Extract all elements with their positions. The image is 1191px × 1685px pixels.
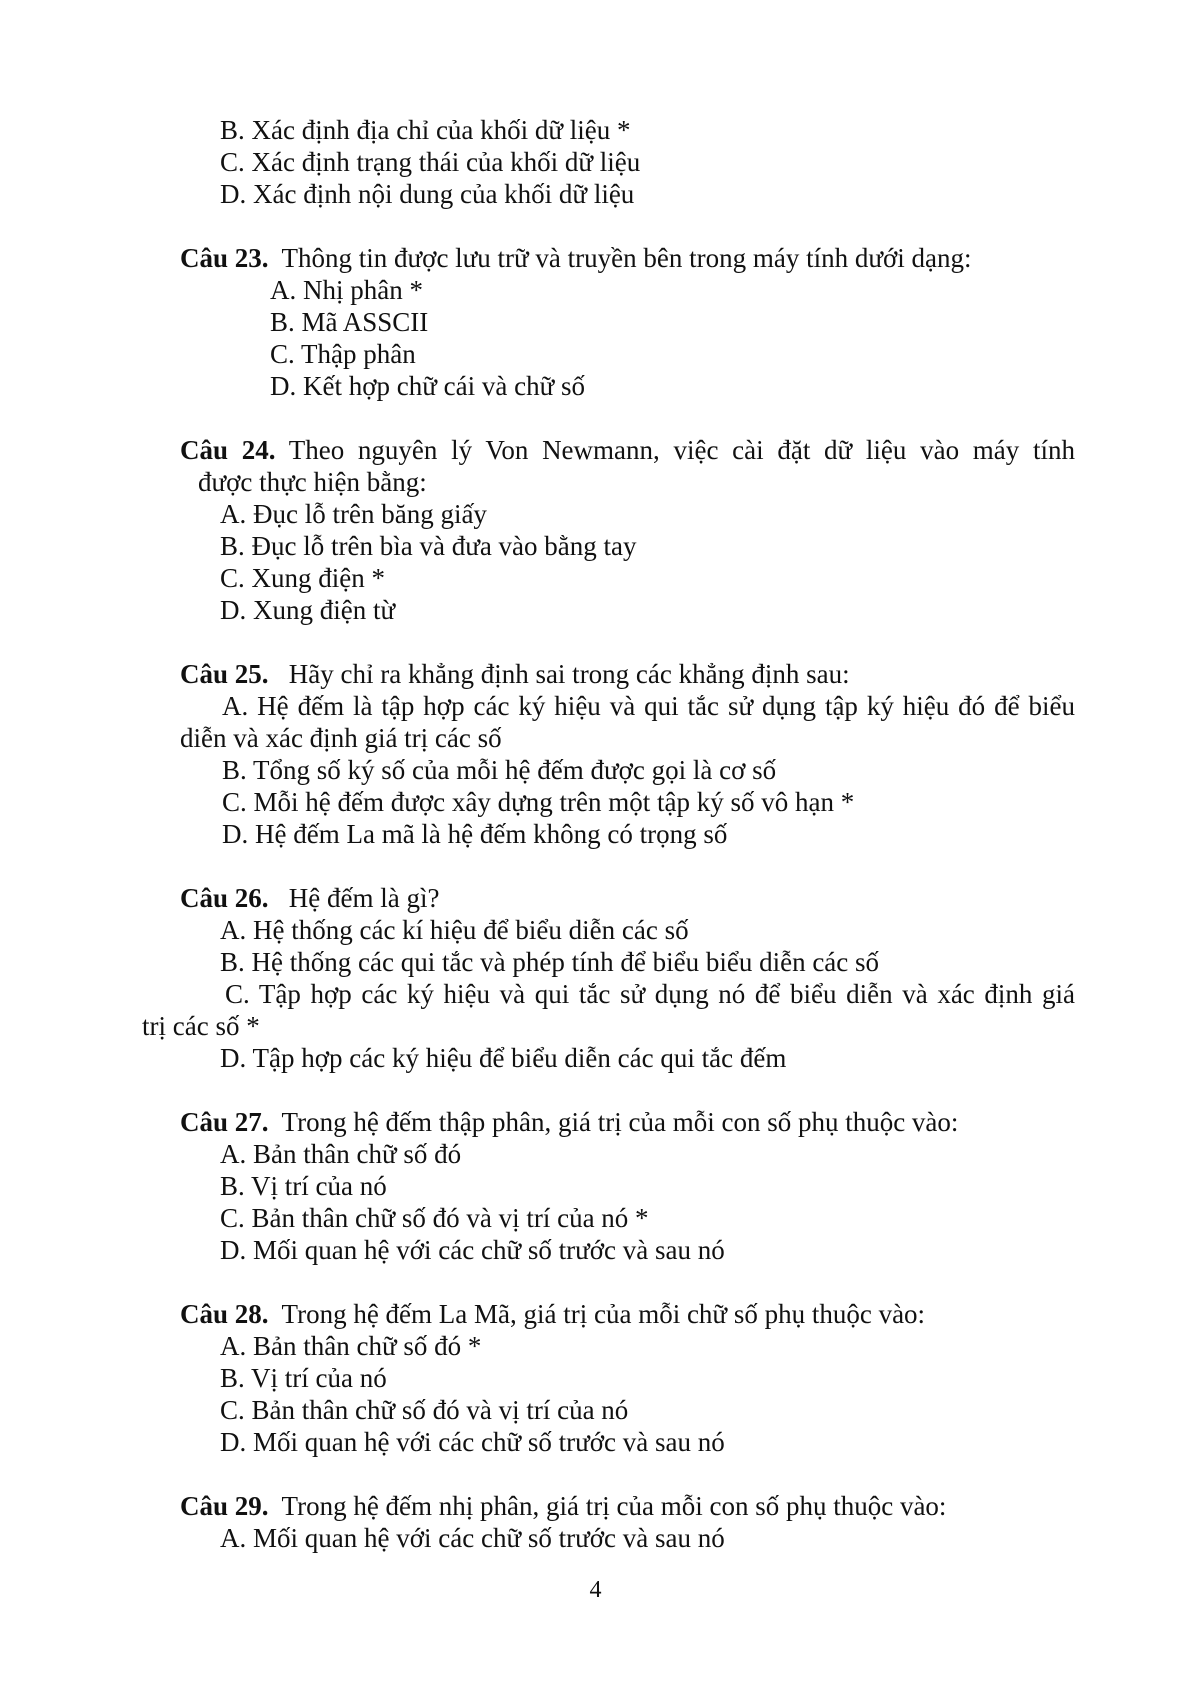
option-a: A. Nhị phân * xyxy=(270,275,423,305)
option-c: C. Bản thân chữ số đó và vị trí của nó * xyxy=(220,1203,649,1233)
question-24 xyxy=(180,434,1075,466)
page-number: 4 xyxy=(589,1577,602,1603)
question-label: Câu 26. xyxy=(180,883,269,913)
option-b: B. Xác định địa chỉ của khối dữ liệu * xyxy=(220,115,631,145)
option-d: D. Xung điện từ xyxy=(220,595,396,625)
option-a: A. Đục lỗ trên băng giấy xyxy=(220,499,487,529)
option-c: C. Bản thân chữ số đó và vị trí của nó xyxy=(220,1395,629,1425)
question-23 xyxy=(180,242,972,274)
option-a: A. Hệ thống các kí hiệu để biểu diễn các số xyxy=(220,915,689,945)
question-text: Trong hệ đếm thập phân, giá trị của mỗi con số phụ thuộc vào: xyxy=(281,1107,959,1137)
question-text: Trong hệ đếm nhị phân, giá trị của mỗi con số phụ thuộc vào: xyxy=(281,1491,947,1521)
question-27 xyxy=(180,1106,958,1138)
option-b: B. Mã ASSCII xyxy=(270,307,429,337)
option-c: C. Thập phân xyxy=(270,339,416,369)
option-b: B. Vị trí của nó xyxy=(220,1171,387,1201)
option-c: C. Xác định trạng thái của khối dữ liệu xyxy=(220,147,641,177)
option-c: C. Tập hợp các ký hiệu và qui tắc sử dụng nó để biểu diễn và xác định giá xyxy=(225,979,1075,1009)
option-b: B. Tổng số ký số của mỗi hệ đếm được gọi là cơ số xyxy=(222,755,777,785)
option-b: B. Hệ thống các qui tắc và phép tính để biểu biểu diễn các số xyxy=(220,947,880,977)
option-c-cont: trị các số * xyxy=(142,1011,260,1041)
option-d: D. Kết hợp chữ cái và chữ số xyxy=(270,371,585,401)
option-c: C. Mỗi hệ đếm được xây dựng trên một tập ký số vô hạn * xyxy=(222,787,855,817)
option-b: B. Đục lỗ trên bìa và đưa vào bằng tay xyxy=(220,531,637,561)
question-29 xyxy=(180,1490,946,1522)
question-label: Câu 23. xyxy=(180,243,269,273)
option-d: D. Tập hợp các ký hiệu để biểu diễn các qui tắc đếm xyxy=(220,1043,787,1073)
question-25 xyxy=(180,658,850,690)
question-text: Trong hệ đếm La Mã, giá trị của mỗi chữ số phụ thuộc vào: xyxy=(281,1299,926,1329)
question-text: Hệ đếm là gì? xyxy=(288,883,440,913)
question-text: Theo nguyên lý Von Newmann, việc cài đặt dữ liệu vào máy tính xyxy=(288,435,1076,465)
option-a: A. Mối quan hệ với các chữ số trước và sau nó xyxy=(220,1523,725,1553)
question-text-cont: được thực hiện bằng: xyxy=(198,467,427,497)
question-label: Câu 29. xyxy=(180,1491,269,1521)
question-label: Câu 27. xyxy=(180,1107,269,1137)
question-text: Hãy chỉ ra khẳng định sai trong các khẳng định sau: xyxy=(288,659,850,689)
option-a-cont: diễn và xác định giá trị các số xyxy=(180,723,502,753)
option-d: D. Mối quan hệ với các chữ số trước và sau nó xyxy=(220,1235,725,1265)
question-26 xyxy=(180,882,439,914)
question-label: Câu 28. xyxy=(180,1299,269,1329)
option-c: C. Xung điện * xyxy=(220,563,385,593)
question-28 xyxy=(180,1298,925,1330)
option-a: A. Hệ đếm là tập hợp các ký hiệu và qui tắc sử dụng tập ký hiệu đó để biểu xyxy=(222,691,1075,721)
question-label: Câu 24. xyxy=(180,435,276,465)
option-b: B. Vị trí của nó xyxy=(220,1363,387,1393)
option-a: A. Bản thân chữ số đó * xyxy=(220,1331,482,1361)
option-d: D. Xác định nội dung của khối dữ liệu xyxy=(220,179,635,209)
question-text: Thông tin được lưu trữ và truyền bên trong máy tính dưới dạng: xyxy=(281,243,972,273)
option-a: A. Bản thân chữ số đó xyxy=(220,1139,462,1169)
question-label: Câu 25. xyxy=(180,659,269,689)
option-d: D. Hệ đếm La mã là hệ đếm không có trọng số xyxy=(222,819,728,849)
option-d: D. Mối quan hệ với các chữ số trước và sau nó xyxy=(220,1427,725,1457)
